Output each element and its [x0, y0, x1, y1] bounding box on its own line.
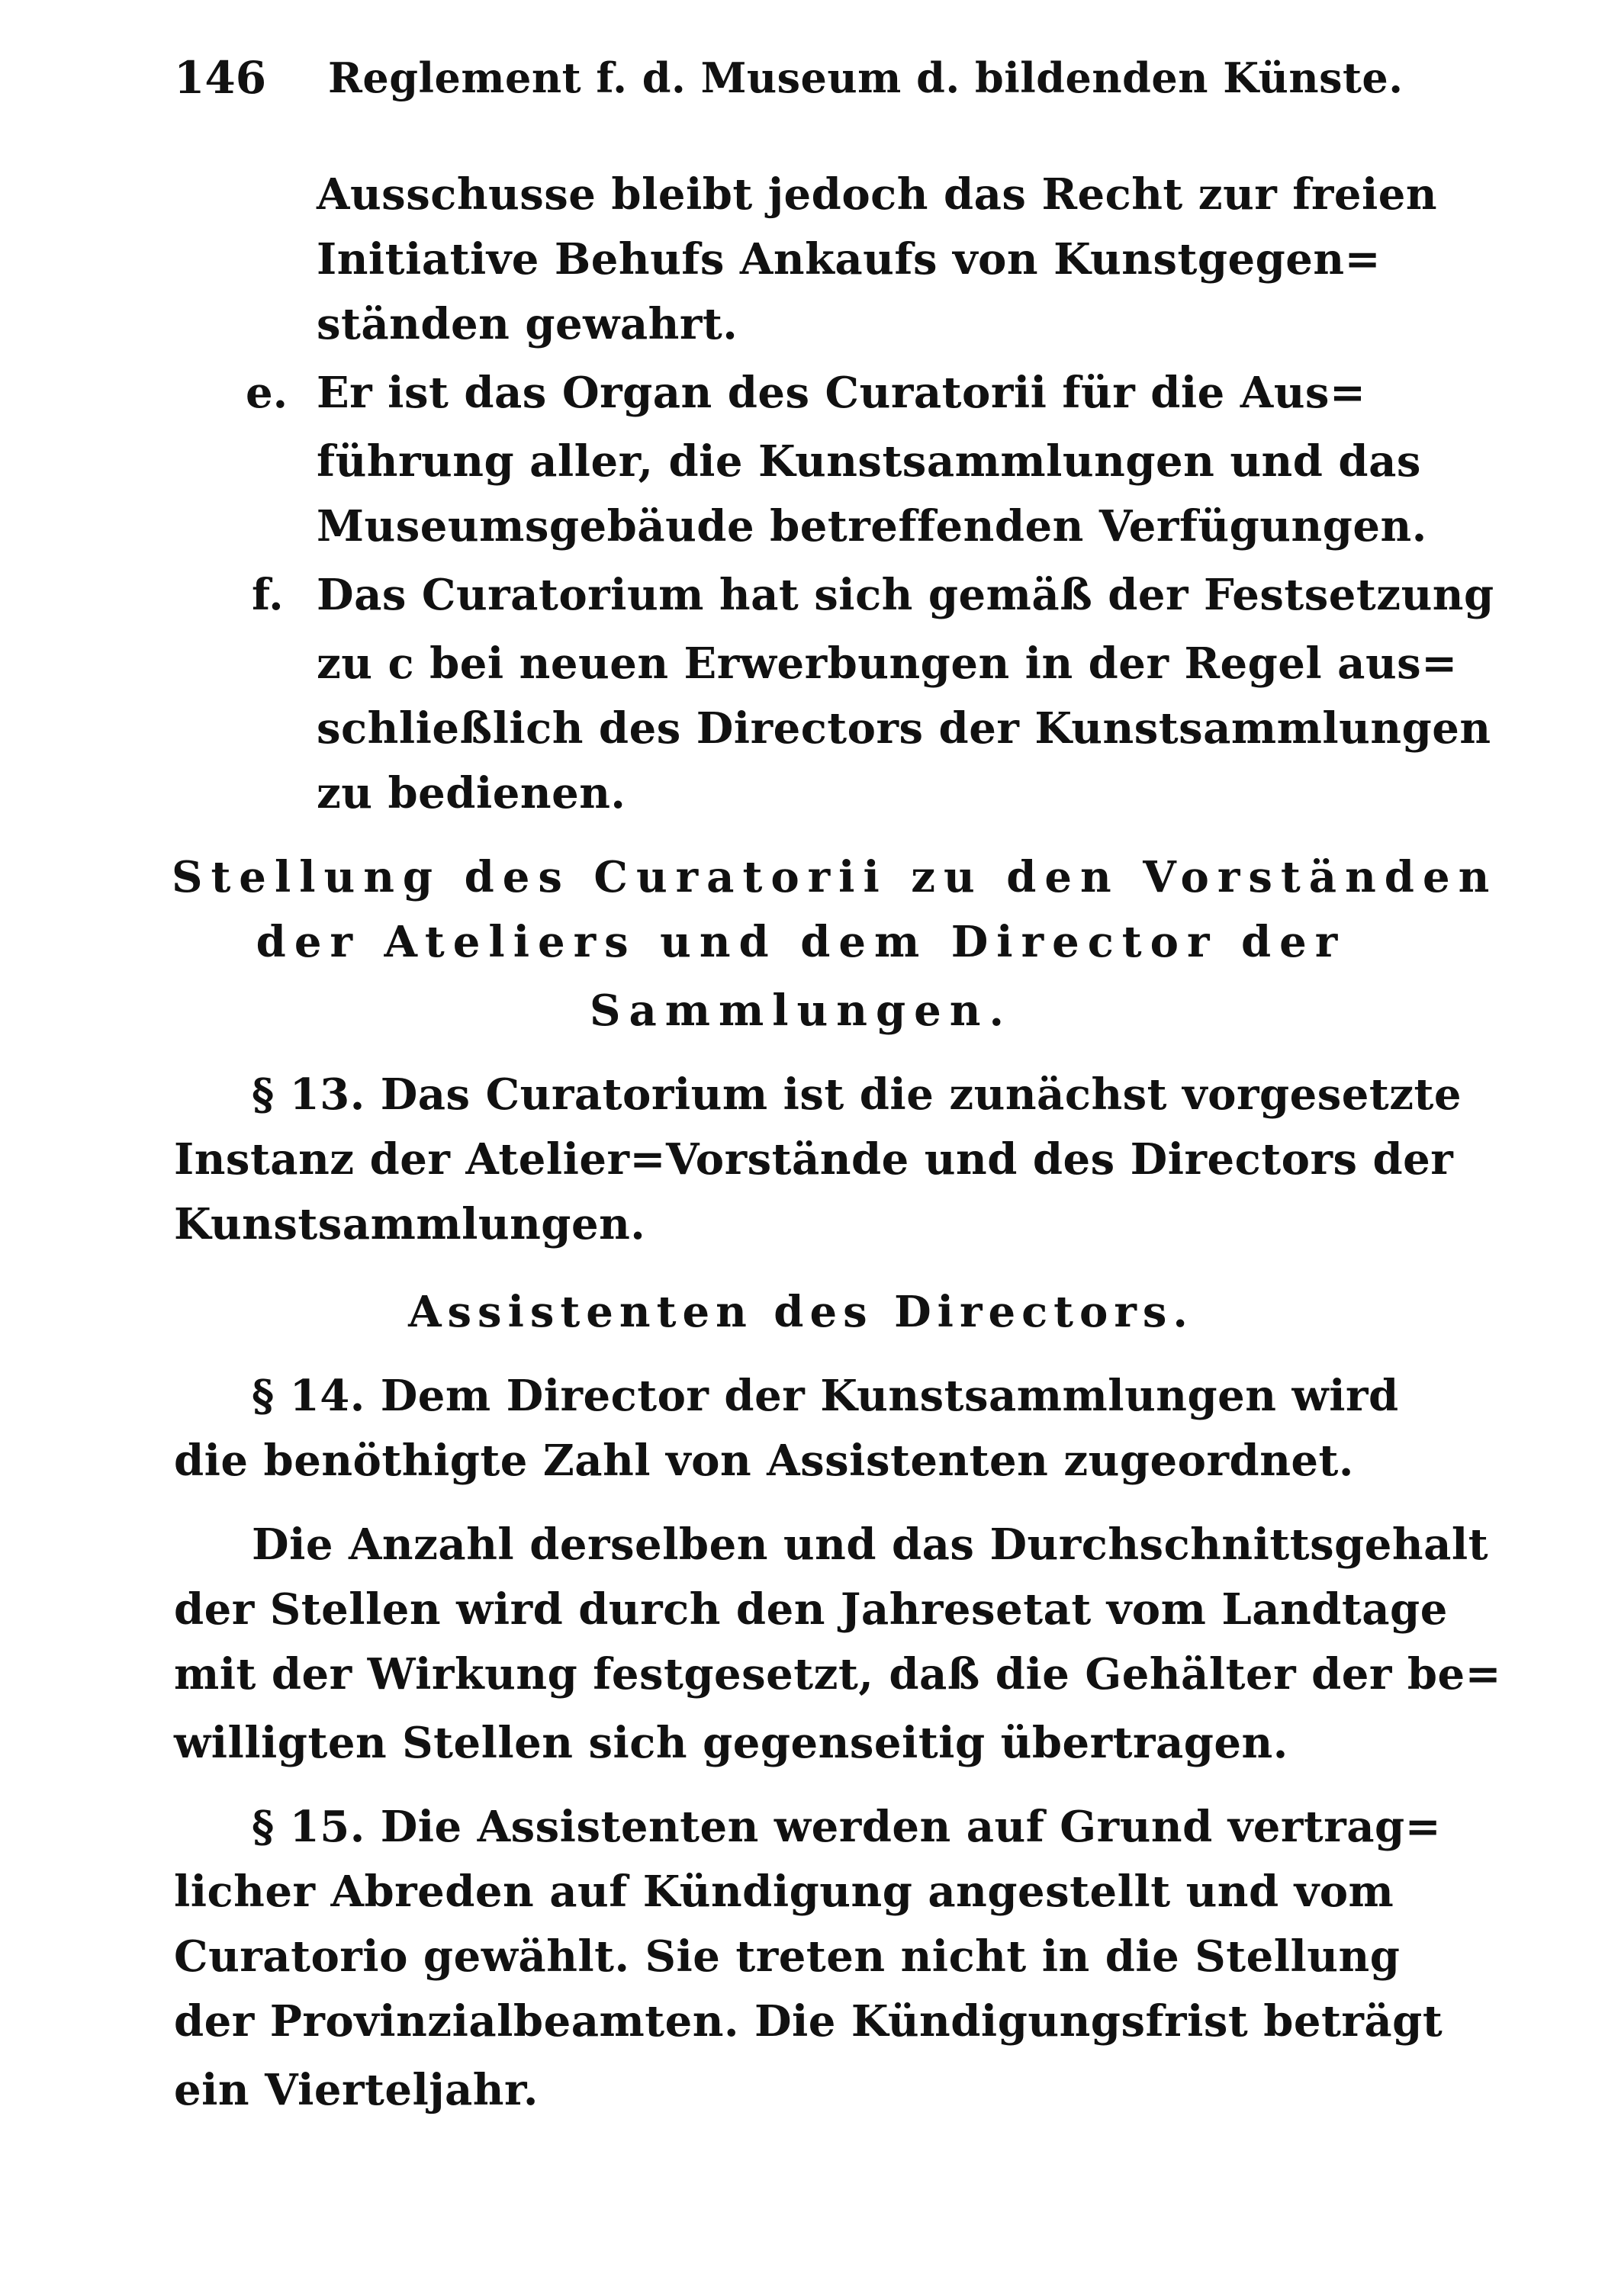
line-text: die benöthigte Zahl von Assistenten zugeordnet. [174, 1436, 1354, 1486]
paragraph-line [174, 1991, 1443, 2052]
line-text: willigten Stellen sich gegenseitig übertragen. [174, 1718, 1288, 1768]
paragraph-line [252, 1064, 1462, 1125]
text-line [317, 763, 626, 824]
section-heading [172, 980, 1430, 1041]
line-text: zu c bei neuen Erwerbungen in der Regel aus= [317, 638, 1458, 689]
heading-line: Stellung des Curatorii zu den Vorständen [172, 852, 1498, 902]
line-text: Initiative Behufs Ankaufs von Kunstgegen= [317, 234, 1381, 285]
paragraph-line [174, 1861, 1394, 1922]
line-text: der Provinzialbeamten. Die Kündigungsfrist beträgt [174, 1996, 1443, 2047]
text-line [317, 229, 1426, 290]
line-text: der Stellen wird durch den Jahresetat vom Landtage [174, 1584, 1448, 1635]
text-line [317, 431, 1426, 492]
text-line [317, 698, 1491, 759]
line-text: führung aller, die Kunstsammlungen und das [317, 436, 1421, 487]
line-text: § 14. Dem Director der Kunstsammlungen wird [252, 1371, 1399, 1421]
paragraph-line [174, 2060, 539, 2121]
paragraph-line [252, 1514, 1488, 1575]
line-text: Ausschusse bleibt jedoch das Recht zur freien [317, 169, 1438, 220]
line-text: § 15. Die Assistenten werden auf Grund vertrag= [252, 1802, 1442, 1852]
line-text: Museumsgebäude betreffenden Verfügungen. [317, 501, 1427, 551]
line-text: zu bedienen. [317, 768, 626, 818]
text-line [317, 294, 738, 355]
line-text: ständen gewahrt. [317, 299, 738, 349]
paragraph-line [174, 1430, 1354, 1491]
item-marker-f: f. [252, 570, 284, 620]
text-line [317, 633, 1458, 694]
line-text: licher Abreden auf Kündigung angestellt und vom [174, 1867, 1394, 1917]
section-heading [172, 912, 1430, 973]
line-text: mit der Wirkung festgesetzt, daß die Gehälter der be= [174, 1649, 1502, 1699]
line-text: ein Vierteljahr. [174, 2065, 539, 2115]
section-heading [172, 847, 1498, 908]
line-text: § 13. Das Curatorium ist die zunächst vorgesetzte [252, 1069, 1462, 1120]
page-number: 146 [174, 52, 267, 104]
heading-line: Assistenten des Directors. [408, 1287, 1194, 1337]
heading-line: der Ateliers und dem Director der [256, 917, 1346, 967]
line-text: schließlich des Directors der Kunstsammlungen [317, 703, 1491, 754]
paragraph-line [174, 1129, 1453, 1190]
line-text: Er ist das Organ des Curatorii für die Aus= [317, 368, 1366, 418]
paragraph-line [174, 1579, 1448, 1640]
paragraph-line [252, 1796, 1441, 1857]
text-line [317, 164, 1438, 225]
paragraph-line [174, 1644, 1501, 1705]
paragraph-line [174, 1926, 1400, 1987]
line-text: Die Anzahl derselben und das Durchschnittsgehalt [252, 1519, 1489, 1570]
line-text: Das Curatorium hat sich gemäß der Festsetzung [317, 570, 1494, 620]
text-line [317, 564, 1494, 625]
item-marker-e: e. [246, 368, 288, 418]
paragraph-line [252, 1365, 1399, 1426]
paragraph-line [174, 1712, 1288, 1773]
running-title: Reglement f. d. Museum d. bildenden Künste. [328, 53, 1404, 102]
line-text: Curatorio gewählt. Sie treten nicht in die Stellung [174, 1931, 1401, 1982]
paragraph-line [174, 1194, 645, 1255]
line-text: Instanz der Atelier=Vorstände und des Directors der [174, 1134, 1454, 1185]
text-line [317, 362, 1426, 423]
text-line [317, 496, 1427, 557]
section-heading [172, 1281, 1430, 1343]
line-text: Kunstsammlungen. [174, 1199, 646, 1249]
heading-line: Sammlungen. [590, 986, 1012, 1036]
